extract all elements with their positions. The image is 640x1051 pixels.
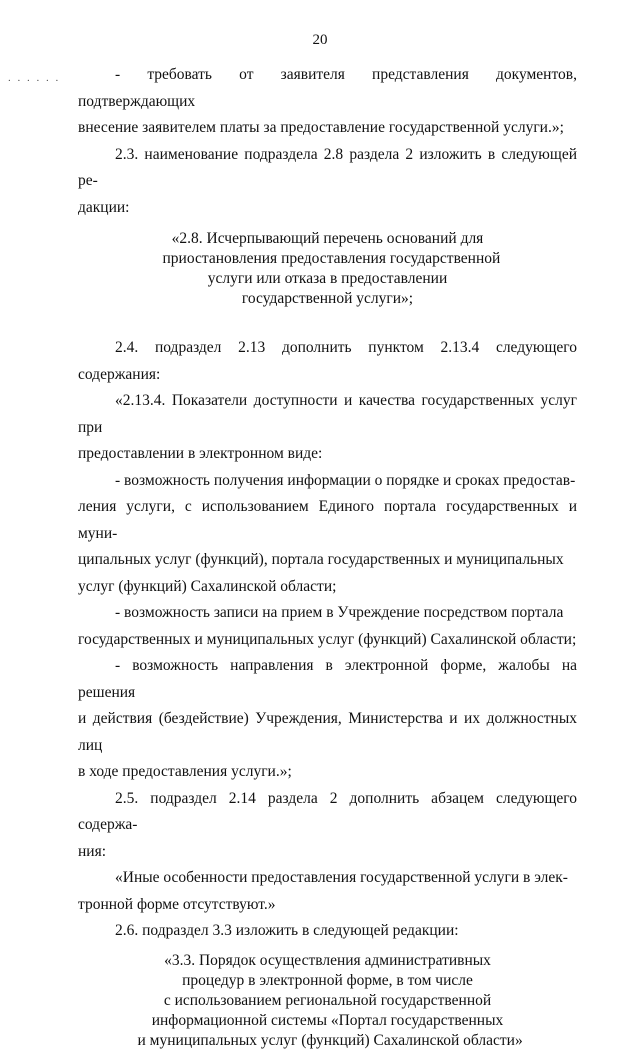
list-item-information (78, 468, 577, 601)
title-line: приостановления предоставления государственной (162, 250, 501, 267)
text-line: «2.13.4. Показатели доступности и качества государственных услуг при (78, 392, 577, 436)
paragraph-requirement-item (78, 62, 577, 142)
paragraph-2-6: 2.6. подраздел 3.3 изложить в следующей редакции: (115, 922, 459, 939)
paragraph-2-3 (78, 142, 577, 222)
text-line: услуг (функций) Сахалинской области; (78, 577, 337, 595)
title-line: услуги или отказа в предоставлении (207, 270, 448, 287)
subsection-title-3-3 (137, 951, 523, 1051)
title-line: процедур в электронной форме, в том числе (182, 971, 473, 989)
text-line: дакции: (78, 198, 130, 216)
text-line: - возможность записи на прием в Учреждение посредством портала (115, 604, 564, 621)
paragraph-2-4: 2.4. подраздел 2.13 дополнить пунктом 2.13.4 следующего содержания: (78, 339, 577, 383)
title-line: государственной услуги»; (241, 290, 414, 307)
quoted-paragraph-electronic-form (78, 865, 577, 918)
text-line: предоставлении в электронном виде: (78, 445, 323, 462)
paragraph-2-13-4 (78, 388, 577, 468)
page-number: 20 (312, 32, 328, 48)
title-line: «2.8. Исчерпывающий перечень оснований для (171, 230, 484, 247)
text-line: - возможность направления в электронной форме, жалобы на решения (78, 657, 577, 701)
list-item-complaint (78, 653, 577, 786)
text-line: тронной форме отсутствуют.» (78, 895, 276, 913)
text-line: в ходе предоставления услуги.»; (78, 763, 292, 780)
text-line: внесение заявителем платы за предоставление государственной услуги.»; (78, 119, 564, 136)
title-line: и муниципальных услуг (функций) Сахалинской области» (137, 1031, 523, 1049)
text-line: государственных и муниципальных услуг (функций) Сахалинской области; (78, 630, 577, 648)
text-line: - возможность получения информации о порядке и сроках предостав- (115, 471, 576, 489)
text-line: ния: (78, 842, 107, 860)
list-item-appointment (78, 600, 577, 653)
title-line: с использованием региональной государственной (163, 991, 492, 1009)
text-line: 2.3. наименование подраздела 2.8 раздела 2 изложить в следующей ре- (78, 145, 577, 189)
text-line: «Иные особенности предоставления государственной услуги в элек- (115, 869, 568, 886)
document-body (78, 62, 577, 1051)
scan-margin-marks: . . . . . . (8, 72, 61, 84)
subsection-title-2-8 (162, 229, 501, 309)
title-line: информационной системы «Портал государственных (151, 1011, 504, 1029)
text-line: 2.5. подраздел 2.14 раздела 2 дополнить абзацем следующего содержа- (78, 789, 577, 833)
text-line: и действия (бездействие) Учреждения, Министерства и их должностных лиц (78, 710, 577, 754)
text-line: - требовать от заявителя представления документов, подтверждающих (78, 66, 577, 110)
text-line: ления услуги, с использованием Единого портала государственных и муни- (78, 498, 577, 542)
text-line: ципальных услуг (функций), портала государственных и муниципальных (78, 551, 564, 568)
title-line: «3.3. Порядок осуществления административных (164, 951, 491, 969)
paragraph-2-5 (78, 786, 577, 866)
